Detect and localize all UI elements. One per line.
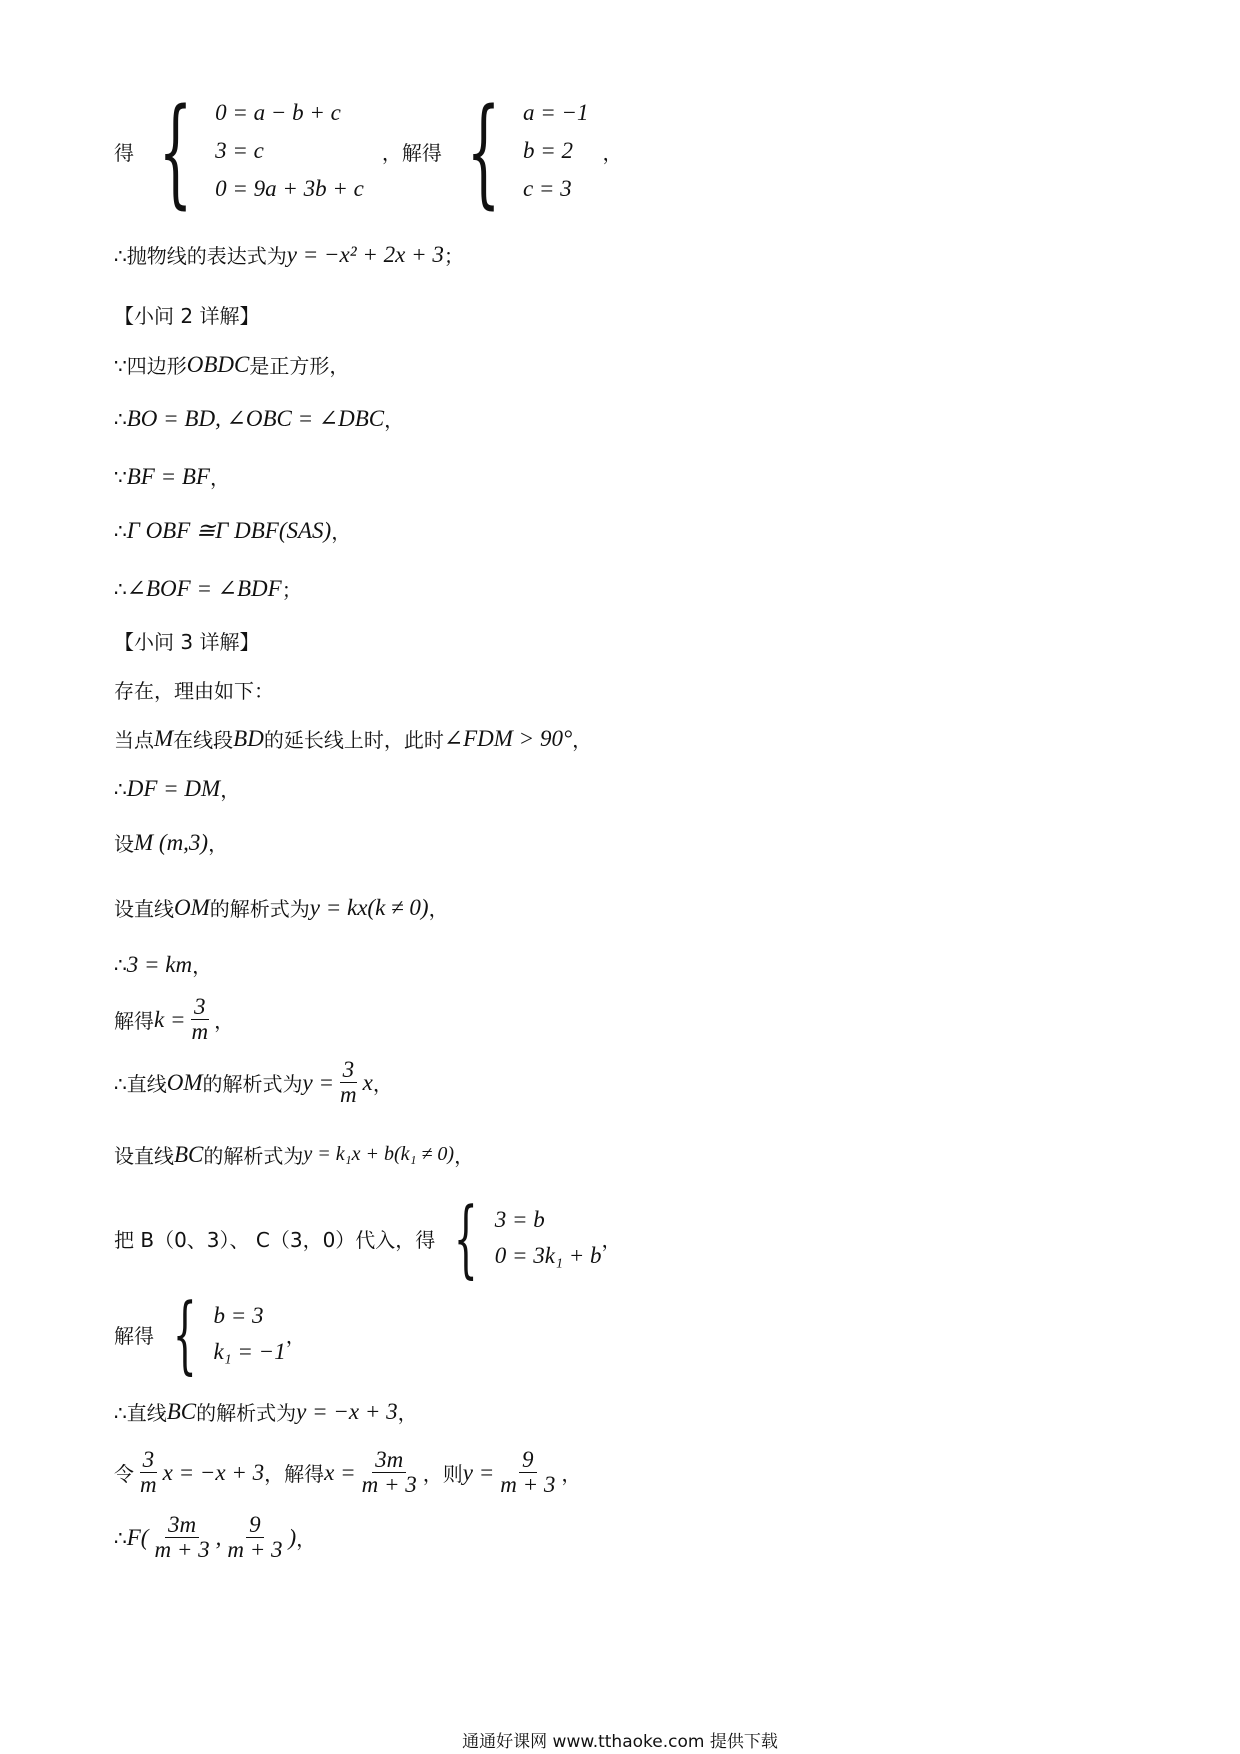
math: ) — [288, 1524, 297, 1550]
text-line — [114, 1513, 316, 1562]
math: F( — [126, 1524, 149, 1550]
text: ，则 — [422, 1462, 463, 1487]
text-line — [114, 516, 351, 545]
math: 3 = km — [126, 951, 193, 977]
brace-icon: { — [454, 1189, 479, 1287]
text: 把 B（0、3）、 C（3，0）代入，得 — [114, 1227, 436, 1252]
text: ∴ — [114, 518, 127, 543]
denominator: m + 3 — [361, 1472, 417, 1498]
text-line — [114, 675, 274, 704]
text: 的延长线上时，此时 — [263, 728, 444, 752]
system-left — [134, 82, 364, 220]
text: ， — [454, 1144, 475, 1168]
numerator: 3 — [140, 1448, 158, 1473]
text-line — [114, 774, 240, 803]
math: x = — [324, 1459, 356, 1485]
text-line — [114, 240, 464, 269]
system-row: 0 = a − b + c — [215, 100, 341, 125]
text-line — [114, 1285, 306, 1383]
system-row: k₁ = −1 — [213, 1339, 286, 1364]
numerator: 9 — [519, 1448, 537, 1473]
numerator: 9 — [246, 1513, 264, 1538]
system-row: 0 = 9a + 3b + c — [215, 176, 364, 201]
math: y = −x + 3 — [296, 1398, 398, 1424]
text: 的解析式为 — [202, 1072, 303, 1097]
fraction — [359, 1448, 420, 1497]
fraction — [337, 1058, 360, 1107]
fraction — [188, 995, 211, 1044]
text: ， — [384, 408, 405, 432]
text: 设直线 — [114, 897, 174, 921]
system-row: 3 = b — [494, 1207, 545, 1232]
text: ∴ — [114, 576, 127, 601]
denominator: m + 3 — [154, 1537, 210, 1563]
math: y = kx(k ≠ 0) — [309, 894, 429, 920]
text: ， — [372, 1072, 393, 1097]
text: ∴抛物线的表达式为 — [114, 244, 287, 268]
denominator: m — [140, 1472, 157, 1498]
text: ， — [192, 954, 213, 978]
text: ， — [331, 520, 352, 544]
text-line — [114, 724, 592, 753]
text: ， — [397, 1401, 418, 1425]
text: ， — [572, 728, 593, 752]
brace-icon: { — [172, 1285, 197, 1383]
text: ， — [601, 1227, 622, 1252]
text: 的解析式为 — [196, 1401, 297, 1425]
math: x = −x + 3 — [162, 1459, 265, 1485]
heading-text: 【小问 2 详解】 — [114, 304, 260, 328]
text: ， — [208, 832, 229, 856]
text: ∴ — [114, 776, 127, 801]
denominator: m — [191, 1019, 209, 1045]
math: y = — [462, 1459, 495, 1485]
text: ∴直线 — [114, 1401, 167, 1425]
math: M (m,3) — [134, 829, 209, 855]
text: ∵ — [114, 464, 127, 489]
fraction — [151, 1513, 212, 1562]
numerator: 3 — [340, 1058, 358, 1083]
system-mid: ，解得 — [381, 140, 442, 165]
math: OM — [166, 1069, 203, 1095]
heading-text: 【小问 3 详解】 — [114, 630, 260, 654]
brace-icon: { — [466, 82, 501, 220]
system-row: 3 = c — [215, 138, 264, 163]
system-prefix: 得 — [114, 140, 134, 165]
math: k = — [154, 1006, 186, 1032]
text-line — [114, 350, 349, 379]
math: M — [154, 725, 174, 751]
text: ， — [285, 1323, 306, 1348]
equation-system-3 — [154, 1285, 286, 1383]
text: ， — [428, 897, 449, 921]
text: 当点 — [114, 728, 154, 752]
text-line — [114, 828, 228, 857]
section-heading — [114, 300, 259, 329]
system-row: 0 = 3k₁ + b — [494, 1243, 602, 1268]
text-line — [114, 950, 212, 979]
system-suffix: ， — [602, 140, 623, 165]
math: y = −x² + 2x + 3 — [286, 241, 444, 267]
text: 在线段 — [173, 728, 234, 752]
text-line — [114, 1448, 581, 1497]
text: ∴ — [114, 1525, 127, 1550]
text: ，解得 — [264, 1462, 325, 1487]
math: x — [362, 1069, 373, 1095]
numerator: 3m — [165, 1513, 199, 1538]
math: BD — [233, 725, 264, 751]
equation-system-2 — [435, 1189, 602, 1287]
text: ∵四边形 — [114, 354, 187, 378]
math: ∠FDM > 90° — [443, 725, 573, 751]
text: 的解析式为 — [209, 897, 310, 921]
text-line — [114, 462, 230, 491]
text-line — [114, 893, 449, 922]
text: 令 — [114, 1462, 134, 1487]
text-line — [114, 1397, 418, 1426]
text: ， — [209, 466, 230, 490]
text: ∴直线 — [114, 1072, 167, 1097]
text: ， — [214, 1009, 235, 1034]
text: 设 — [114, 832, 134, 856]
math: y = — [302, 1069, 334, 1095]
text: 解得 — [114, 1009, 154, 1034]
text: ∴ — [114, 406, 127, 431]
math: BC — [166, 1398, 197, 1424]
math: DF = DM — [126, 775, 221, 801]
math: y = k₁x + b(k₁ ≠ 0) — [303, 1143, 455, 1165]
math: OBDC — [186, 351, 250, 377]
text: ； — [281, 578, 302, 602]
system-row: b = 2 — [522, 138, 573, 163]
text-line — [114, 995, 234, 1044]
system-row: b = 3 — [213, 1303, 264, 1328]
fraction — [137, 1448, 160, 1497]
math: BC — [174, 1141, 204, 1167]
text: ； — [443, 244, 464, 268]
text: 设直线 — [114, 1144, 174, 1168]
text-line — [114, 1189, 622, 1287]
math: BO = BD, ∠OBC = ∠DBC — [126, 405, 385, 431]
denominator: m + 3 — [227, 1537, 283, 1563]
fraction — [224, 1513, 285, 1562]
numerator: 3m — [372, 1448, 406, 1473]
section-heading — [114, 626, 259, 655]
text: ∴ — [114, 952, 127, 977]
text: 的解析式为 — [203, 1144, 304, 1168]
text: 解得 — [114, 1323, 154, 1348]
denominator: m — [340, 1082, 357, 1108]
math: ∠BOF = ∠BDF — [126, 575, 282, 601]
text-line — [114, 574, 302, 603]
text: ， — [561, 1462, 582, 1487]
math: BF = BF — [126, 463, 210, 489]
page-footer: 通通好课网 www.tthaoke.com 提供下载 — [462, 1732, 778, 1752]
system-row: c = 3 — [522, 176, 572, 201]
text-line — [114, 404, 404, 433]
math: OM — [174, 894, 210, 920]
numerator: 3 — [191, 995, 209, 1020]
text: 存在，理由如下： — [114, 679, 274, 703]
system-row: a = −1 — [522, 100, 589, 125]
text: ， — [296, 1527, 317, 1552]
math: , — [215, 1524, 222, 1550]
brace-icon: { — [158, 82, 193, 220]
fraction — [497, 1448, 558, 1497]
equation-system-1 — [114, 82, 623, 220]
text: 是正方形， — [249, 354, 350, 378]
text-line — [114, 1058, 393, 1107]
math: Γ OBF ≅Γ DBF(SAS) — [126, 517, 332, 543]
system-right — [442, 82, 589, 220]
text-line — [114, 1140, 474, 1169]
text: ， — [220, 778, 241, 802]
denominator: m + 3 — [500, 1472, 556, 1498]
